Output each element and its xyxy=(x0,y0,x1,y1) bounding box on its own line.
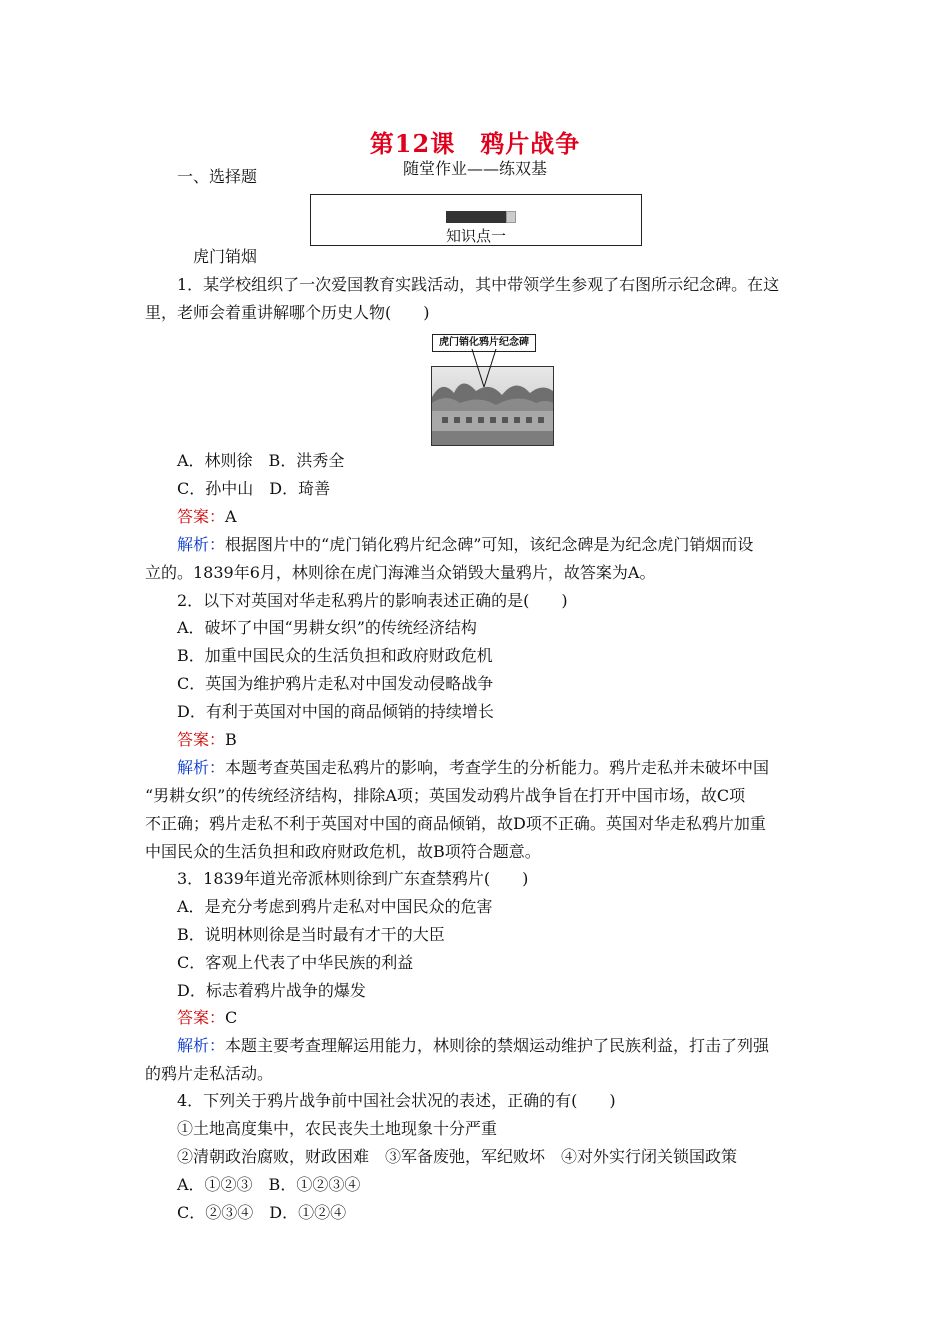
explanation-text: 本题考查英国走私鸦片的影响，考查学生的分析能力。鸦片走私并未破坏中国 xyxy=(225,758,770,777)
knowledge-bar-icon xyxy=(446,211,506,223)
q3-option-d: D．标志着鸦片战争的爆发 xyxy=(177,981,366,1000)
explanation-text: 本题主要考查理解运用能力，林则徐的禁烟运动维护了民族利益，打击了列强 xyxy=(225,1036,770,1055)
q3-stem: 3．1839年道光帝派林则徐到广东查禁鸦片( ) xyxy=(177,869,529,888)
subsection-heading: 虎门销烟 xyxy=(193,247,258,266)
q3-answer xyxy=(177,1005,237,1028)
q2-explanation-line1 xyxy=(177,755,769,778)
q4-stem: 4．下列关于鸦片战争前中国社会状况的表述，正确的有( ) xyxy=(177,1091,616,1110)
q2-option-d: D．有利于英国对中国的商品倾销的持续增长 xyxy=(177,702,494,721)
section-heading: 一、选择题 xyxy=(177,167,258,186)
knowledge-point-label: 知识点一 xyxy=(445,227,506,245)
answer-value: A xyxy=(225,507,237,526)
answer-label: 答案： xyxy=(177,730,226,749)
q2-explanation-line3: 不正确；鸦片走私不利于英国对中国的商品倾销，故D项不正确。英国对华走私鸦片加重 xyxy=(145,814,766,833)
answer-value: B xyxy=(225,730,237,749)
knowledge-bar-tail-icon xyxy=(506,211,516,223)
q1-answer xyxy=(177,504,237,527)
lesson-title: 第12课 鸦片战争 xyxy=(369,129,581,158)
knowledge-point-box xyxy=(310,194,642,246)
q3-option-b: B．说明林则徐是当时最有才干的大臣 xyxy=(177,925,445,944)
q2-explanation-line4: 中国民众的生活负担和政府财政危机，故B项符合题意。 xyxy=(145,842,541,861)
label-pointer-lines xyxy=(466,349,506,389)
q2-explanation-line2: “男耕女织”的传统经济结构，排除A项；英国发动鸦片战争旨在打开中国市场，故C项 xyxy=(145,786,746,805)
q2-option-c: C．英国为维护鸦片走私对中国发动侵略战争 xyxy=(177,674,494,693)
q1-options-cd: C．孙中山 D．琦善 xyxy=(177,479,331,498)
q1-explanation-line2: 立的。1839年6月，林则徐在虎门海滩当众销毁大量鸦片，故答案为A。 xyxy=(145,563,656,582)
lesson-subtitle: 随堂作业——练双基 xyxy=(402,159,547,178)
answer-label: 答案： xyxy=(177,1008,226,1027)
q3-option-a: A．是充分考虑到鸦片走私对中国民众的危害 xyxy=(177,897,493,916)
q4-items-2-4: ②清朝政治腐败，财政困难 ③军备废弛，军纪败坏 ④对外实行闭关锁国政策 xyxy=(177,1147,738,1166)
answer-label: 答案： xyxy=(177,507,226,526)
q4-options-ab: A．①②③ B．①②③④ xyxy=(177,1175,361,1194)
q1-explanation-line1 xyxy=(177,532,753,555)
explanation-label: 解析： xyxy=(177,1036,226,1055)
q1-options-ab: A．林则徐 B．洪秀全 xyxy=(177,451,345,470)
q2-option-b: B．加重中国民众的生活负担和政府财政危机 xyxy=(177,646,493,665)
q1-stem-line1: 1．某学校组织了一次爱国教育实践活动，其中带领学生参观了右图所示纪念碑。在这 xyxy=(177,275,780,294)
q4-item-1: ①土地高度集中，农民丧失土地现象十分严重 xyxy=(177,1119,498,1138)
explanation-text: 根据图片中的“虎门销化鸦片纪念碑”可知，该纪念碑是为纪念虎门销烟而设 xyxy=(225,535,754,554)
q2-answer xyxy=(177,727,237,750)
q2-option-a: A．破坏了中国“男耕女织”的传统经济结构 xyxy=(177,618,477,637)
explanation-label: 解析： xyxy=(177,758,226,777)
q3-option-c: C．客观上代表了中华民族的利益 xyxy=(177,953,414,972)
q3-explanation-line2: 的鸦片走私活动。 xyxy=(145,1064,274,1083)
answer-value: C xyxy=(225,1008,238,1027)
explanation-label: 解析： xyxy=(177,535,226,554)
q1-stem-line2: 里，老师会着重讲解哪个历史人物( ) xyxy=(145,303,430,322)
q3-explanation-line1 xyxy=(177,1033,769,1056)
monument-image-label: 虎门销化鸦片纪念碑 xyxy=(432,334,536,352)
q4-options-cd: C．②③④ D．①②④ xyxy=(177,1203,347,1222)
q2-stem: 2．以下对英国对华走私鸦片的影响表述正确的是( ) xyxy=(177,591,568,610)
